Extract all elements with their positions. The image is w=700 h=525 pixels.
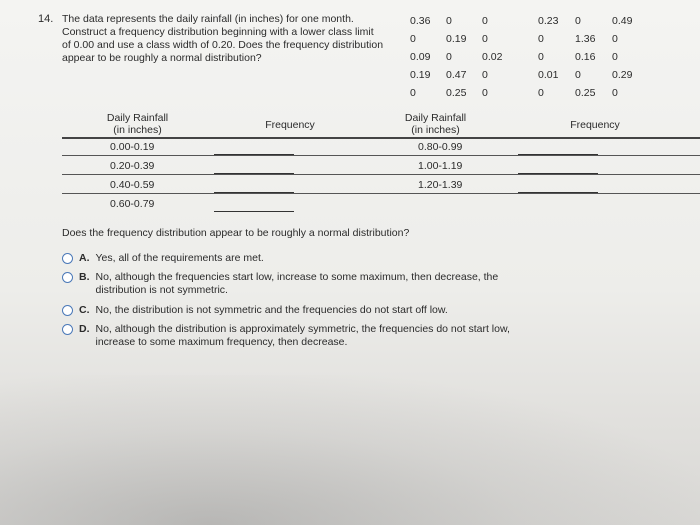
data-value: 0 [538, 51, 544, 63]
question-line: appear to be roughly a normal distribution? [62, 52, 262, 64]
data-value: 0.23 [538, 15, 559, 27]
class-interval: 1.20-1.39 [418, 179, 463, 191]
header-rainfall-right: Daily Rainfall (in inches) [404, 112, 467, 136]
radio-button[interactable] [62, 305, 73, 316]
data-value: 0.49 [612, 15, 633, 27]
data-value: 0 [446, 15, 452, 27]
option-d[interactable]: D. No, although the distribution is approximately symmetric, the frequencies do not start low, increase to some maximum frequency, then decrease. [62, 323, 510, 349]
data-value: 0 [575, 69, 581, 81]
data-value: 0 [410, 33, 416, 45]
radio-button[interactable] [62, 272, 73, 283]
data-value: 0.47 [446, 69, 467, 81]
frequency-input[interactable] [214, 173, 294, 174]
data-value: 0.29 [612, 69, 633, 81]
class-interval: 0.00-0.19 [110, 141, 155, 153]
data-value: 0 [575, 15, 581, 27]
header-frequency-right: Frequency [570, 119, 620, 131]
class-interval: 0.80-0.99 [418, 141, 463, 153]
frequency-input[interactable] [518, 154, 598, 155]
question-text [62, 13, 400, 65]
data-value: 0 [482, 87, 488, 99]
frequency-input[interactable] [214, 211, 294, 212]
data-value: 0 [482, 33, 488, 45]
data-value: 0 [612, 33, 618, 45]
class-interval: 0.60-0.79 [110, 198, 155, 210]
option-c[interactable]: C. No, the distribution is not symmetric and the frequencies do not start off low. [62, 304, 448, 317]
data-value: 0 [612, 51, 618, 63]
frequency-input[interactable] [214, 154, 294, 155]
data-value: 0.01 [538, 69, 559, 81]
data-value: 0 [410, 87, 416, 99]
class-interval: 0.40-0.59 [110, 179, 155, 191]
table-row-divider [62, 193, 700, 194]
data-value: 0 [538, 87, 544, 99]
data-value: 0.02 [482, 51, 503, 63]
frequency-input[interactable] [214, 192, 294, 193]
photo-shadow [0, 375, 700, 525]
table-row-divider [62, 174, 700, 175]
question-line: Construct a frequency distribution beginning with a lower class limit [62, 26, 374, 38]
multiple-choice-prompt: Does the frequency distribution appear to be roughly a normal distribution? [62, 227, 410, 239]
data-value: 0.09 [410, 51, 431, 63]
data-value: 0 [446, 51, 452, 63]
data-value: 1.36 [575, 33, 596, 45]
data-value: 0.36 [410, 15, 431, 27]
frequency-input[interactable] [518, 192, 598, 193]
question-number: 14. [38, 13, 54, 25]
data-value: 0 [482, 69, 488, 81]
class-interval: 1.00-1.19 [418, 160, 463, 172]
frequency-input[interactable] [518, 173, 598, 174]
data-value: 0.16 [575, 51, 596, 63]
option-a[interactable]: A. Yes, all of the requirements are met. [62, 252, 264, 265]
data-value: 0.25 [446, 87, 467, 99]
header-frequency-left: Frequency [265, 119, 315, 131]
question-line: The data represents the daily rainfall (in inches) for one month. [62, 13, 354, 25]
data-value: 0.19 [446, 33, 467, 45]
class-interval: 0.20-0.39 [110, 160, 155, 172]
header-rainfall-left: Daily Rainfall (in inches) [106, 112, 169, 136]
option-b[interactable]: B. No, although the frequencies start low, increase to some maximum, then decrease, the distribution is not symmetric. [62, 271, 498, 297]
data-value: 0 [538, 33, 544, 45]
data-value: 0 [482, 15, 488, 27]
table-header-divider [62, 137, 700, 139]
radio-button[interactable] [62, 324, 73, 335]
data-value: 0 [612, 87, 618, 99]
table-row-divider [62, 155, 700, 156]
radio-button[interactable] [62, 253, 73, 264]
data-value: 0.19 [410, 69, 431, 81]
data-value: 0.25 [575, 87, 596, 99]
question-line: of 0.00 and use a class width of 0.20. Does the frequency distribution [62, 39, 384, 51]
